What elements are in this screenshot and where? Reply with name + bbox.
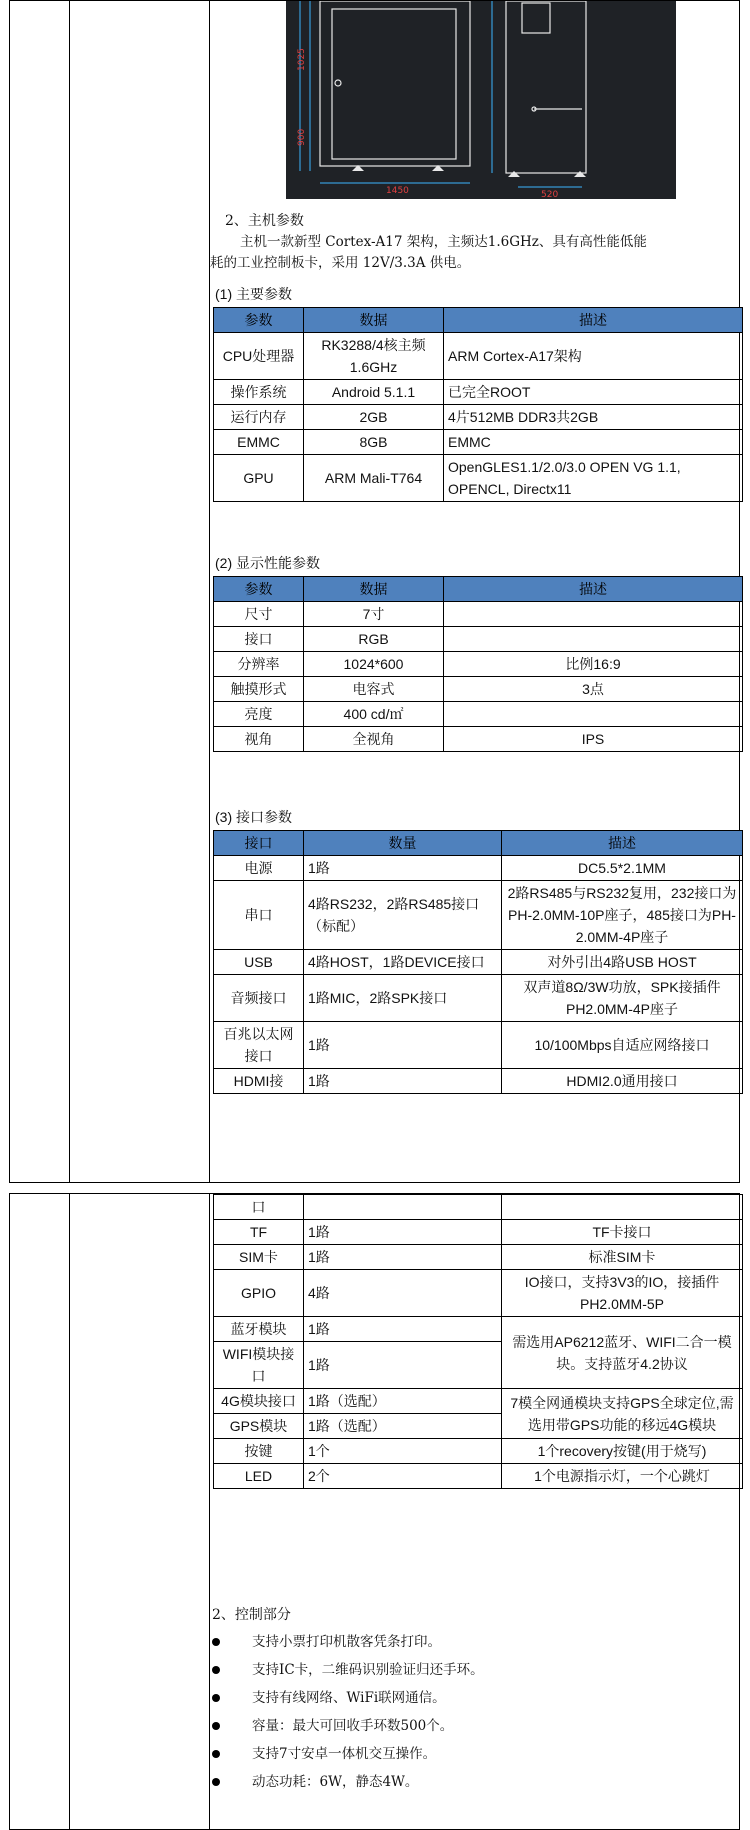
interface-name-cell: HDMI接 <box>214 1069 304 1094</box>
interface-name-cell: LED <box>214 1464 304 1489</box>
table-row <box>214 333 743 380</box>
param-cell: 运行内存 <box>214 405 304 430</box>
interface-count-cell: 1路（选配） <box>304 1414 502 1439</box>
table-header-row <box>214 308 743 333</box>
interface-params-title: (3) 接口参数 <box>215 809 292 825</box>
data-cell: 电容式 <box>304 677 444 702</box>
interface-desc-cell: 2路RS485与RS232复用，232接口为PH-2.0MM-10P座子，485接口为PH-2.0MM-4P座子 <box>502 881 743 950</box>
interface-name-cell: GPIO <box>214 1270 304 1317</box>
control-section-heading: 2、控制部分 <box>212 1607 291 1623</box>
interface-params-table <box>213 830 743 1094</box>
document-page-2 <box>9 1193 740 1830</box>
header-desc: 描述 <box>444 577 743 602</box>
interface-count-cell: 1路MIC，2路SPK接口 <box>304 975 502 1022</box>
desc-cell <box>444 702 743 727</box>
table-row <box>214 405 743 430</box>
interface-desc-cell: 10/100Mbps自适应网络接口 <box>502 1022 743 1069</box>
svg-text:1450: 1450 <box>386 186 409 196</box>
param-cell: 尺寸 <box>214 602 304 627</box>
header-interface: 接口 <box>214 831 304 856</box>
data-cell: ARM Mali-T764 <box>304 455 444 502</box>
table-row <box>214 856 743 881</box>
table-row <box>214 1022 743 1069</box>
table-row <box>214 1195 743 1220</box>
interface-count-cell: 2个 <box>304 1464 502 1489</box>
interface-name-cell: 按键 <box>214 1439 304 1464</box>
desc-cell <box>444 602 743 627</box>
header-data: 数据 <box>304 577 444 602</box>
interface-count-cell: 4路HOST，1路DEVICE接口 <box>304 950 502 975</box>
control-feature-list <box>210 1628 730 1796</box>
interface-params-table-continued <box>213 1194 743 1489</box>
table-header-row <box>214 831 743 856</box>
desc-cell: 4片512MB DDR3共2GB <box>444 405 743 430</box>
interface-name-cell: 音频接口 <box>214 975 304 1022</box>
interface-count-cell: 1路（选配） <box>304 1389 502 1414</box>
table-row <box>214 602 743 627</box>
cabinet-drawing-icon <box>286 1 676 199</box>
table-row <box>214 380 743 405</box>
header-count: 数量 <box>304 831 502 856</box>
svg-text:1025: 1025 <box>297 48 307 71</box>
list-item: 支持IC卡，二维码识别验证归还手环。 <box>210 1656 730 1684</box>
param-cell: 操作系统 <box>214 380 304 405</box>
interface-name-cell: USB <box>214 950 304 975</box>
param-cell: CPU处理器 <box>214 333 304 380</box>
table-row <box>214 430 743 455</box>
interface-desc-cell: 对外引出4路USB HOST <box>502 950 743 975</box>
table-row <box>214 1069 743 1094</box>
header-param: 参数 <box>214 577 304 602</box>
host-intro-line1: 主机一款新型 Cortex-A17 架构，主频达1.6GHz、具有高性能低能 <box>240 234 647 250</box>
data-cell: RGB <box>304 627 444 652</box>
param-cell: EMMC <box>214 430 304 455</box>
interface-count-cell: 1路 <box>304 1069 502 1094</box>
param-cell: 分辨率 <box>214 652 304 677</box>
header-desc: 描述 <box>502 831 743 856</box>
table-row <box>214 975 743 1022</box>
interface-count-cell: 1路 <box>304 1317 502 1342</box>
table-row <box>214 455 743 502</box>
interface-count-cell: 1路 <box>304 1342 502 1389</box>
desc-cell <box>444 627 743 652</box>
table-row <box>214 1245 743 1270</box>
interface-desc-cell: TF卡接口 <box>502 1220 743 1245</box>
main-params-table <box>213 307 743 502</box>
display-params-table <box>213 576 743 752</box>
interface-count-cell: 1个 <box>304 1439 502 1464</box>
table-row <box>214 652 743 677</box>
interface-name-cell: 4G模块接口 <box>214 1389 304 1414</box>
interface-name-cell: TF <box>214 1220 304 1245</box>
interface-count-cell: 1路 <box>304 1220 502 1245</box>
data-cell: 7寸 <box>304 602 444 627</box>
param-cell: GPU <box>214 455 304 502</box>
svg-text:520: 520 <box>541 190 559 199</box>
interface-name-cell: 口 <box>214 1195 304 1220</box>
data-cell: RK3288/4核主频1.6GHz <box>304 333 444 380</box>
interface-desc-cell: 双声道8Ω/3W功放，SPK接插件PH2.0MM-4P座子 <box>502 975 743 1022</box>
document-page-1 <box>9 0 740 1183</box>
data-cell: Android 5.1.1 <box>304 380 444 405</box>
interface-desc-cell: DC5.5*2.1MM <box>502 856 743 881</box>
list-item: 动态功耗：6W，静态4W。 <box>210 1768 730 1796</box>
interface-desc-cell: IO接口，支持3V3的IO，接插件PH2.0MM-5P <box>502 1270 743 1317</box>
data-cell: 1024*600 <box>304 652 444 677</box>
table-row <box>214 1270 743 1317</box>
table-row <box>214 1220 743 1245</box>
interface-name-cell: SIM卡 <box>214 1245 304 1270</box>
interface-count-cell: 4路RS232，2路RS485接口（标配） <box>304 881 502 950</box>
interface-count-cell: 1路 <box>304 856 502 881</box>
table-row <box>214 677 743 702</box>
table-row <box>214 727 743 752</box>
desc-cell: OpenGLES1.1/2.0/3.0 OPEN VG 1.1, OPENCL, Directx11 <box>444 455 743 502</box>
param-cell: 视角 <box>214 727 304 752</box>
display-params-title: (2) 显示性能参数 <box>215 555 320 571</box>
content-column <box>210 1 739 1182</box>
interface-name-cell: 蓝牙模块 <box>214 1317 304 1342</box>
table-row <box>214 1464 743 1489</box>
header-data: 数据 <box>304 308 444 333</box>
param-cell: 亮度 <box>214 702 304 727</box>
interface-desc-cell: 1个电源指示灯，一个心跳灯 <box>502 1464 743 1489</box>
table-row <box>214 950 743 975</box>
header-param: 参数 <box>214 308 304 333</box>
desc-cell: 已完全ROOT <box>444 380 743 405</box>
interface-count-cell: 4路 <box>304 1270 502 1317</box>
cabinet-drawing <box>286 1 676 199</box>
desc-cell: 3点 <box>444 677 743 702</box>
svg-text:900: 900 <box>297 128 307 146</box>
table-header-row <box>214 577 743 602</box>
list-item: 支持有线网络、WiFi联网通信。 <box>210 1684 730 1712</box>
list-item: 支持7寸安卓一体机交互操作。 <box>210 1740 730 1768</box>
data-cell: 全视角 <box>304 727 444 752</box>
interface-desc-cell: 标准SIM卡 <box>502 1245 743 1270</box>
interface-desc-cell-merged: 需选用AP6212蓝牙、WIFI二合一模块。支持蓝牙4.2协议 <box>502 1317 743 1389</box>
content-column <box>210 1194 739 1829</box>
column-divider <box>69 1 70 1182</box>
interface-desc-cell-merged: 7模全网通模块支持GPS全球定位,需选用带GPS功能的移远4G模块 <box>502 1389 743 1439</box>
interface-name-cell: WIFI模块接口 <box>214 1342 304 1389</box>
column-divider <box>69 1194 70 1829</box>
desc-cell: ARM Cortex-A17架构 <box>444 333 743 380</box>
interface-name-cell: GPS模块 <box>214 1414 304 1439</box>
desc-cell: 比例16:9 <box>444 652 743 677</box>
header-desc: 描述 <box>444 308 743 333</box>
table-row <box>214 1389 743 1414</box>
table-row <box>214 1439 743 1464</box>
data-cell: 8GB <box>304 430 444 455</box>
interface-count-cell: 1路 <box>304 1022 502 1069</box>
interface-name-cell: 百兆以太网接口 <box>214 1022 304 1069</box>
data-cell: 2GB <box>304 405 444 430</box>
desc-cell: EMMC <box>444 430 743 455</box>
interface-desc-cell: HDMI2.0通用接口 <box>502 1069 743 1094</box>
interface-count-cell: 1路 <box>304 1245 502 1270</box>
main-params-title: (1) 主要参数 <box>215 286 292 302</box>
param-cell: 触摸形式 <box>214 677 304 702</box>
list-item: 容量：最大可回收手环数500个。 <box>210 1712 730 1740</box>
desc-cell: IPS <box>444 727 743 752</box>
interface-name-cell: 电源 <box>214 856 304 881</box>
interface-name-cell: 串口 <box>214 881 304 950</box>
list-item: 支持小票打印机散客凭条打印。 <box>210 1628 730 1656</box>
table-row <box>214 881 743 950</box>
table-row <box>214 627 743 652</box>
host-intro-line2: 耗的工业控制板卡，采用 12V/3.3A 供电。 <box>210 255 471 271</box>
param-cell: 接口 <box>214 627 304 652</box>
data-cell: 400 cd/㎡ <box>304 702 444 727</box>
table-row <box>214 702 743 727</box>
host-section-heading: 2、主机参数 <box>225 213 304 229</box>
interface-desc-cell: 1个recovery按键(用于烧写) <box>502 1439 743 1464</box>
table-row <box>214 1317 743 1342</box>
